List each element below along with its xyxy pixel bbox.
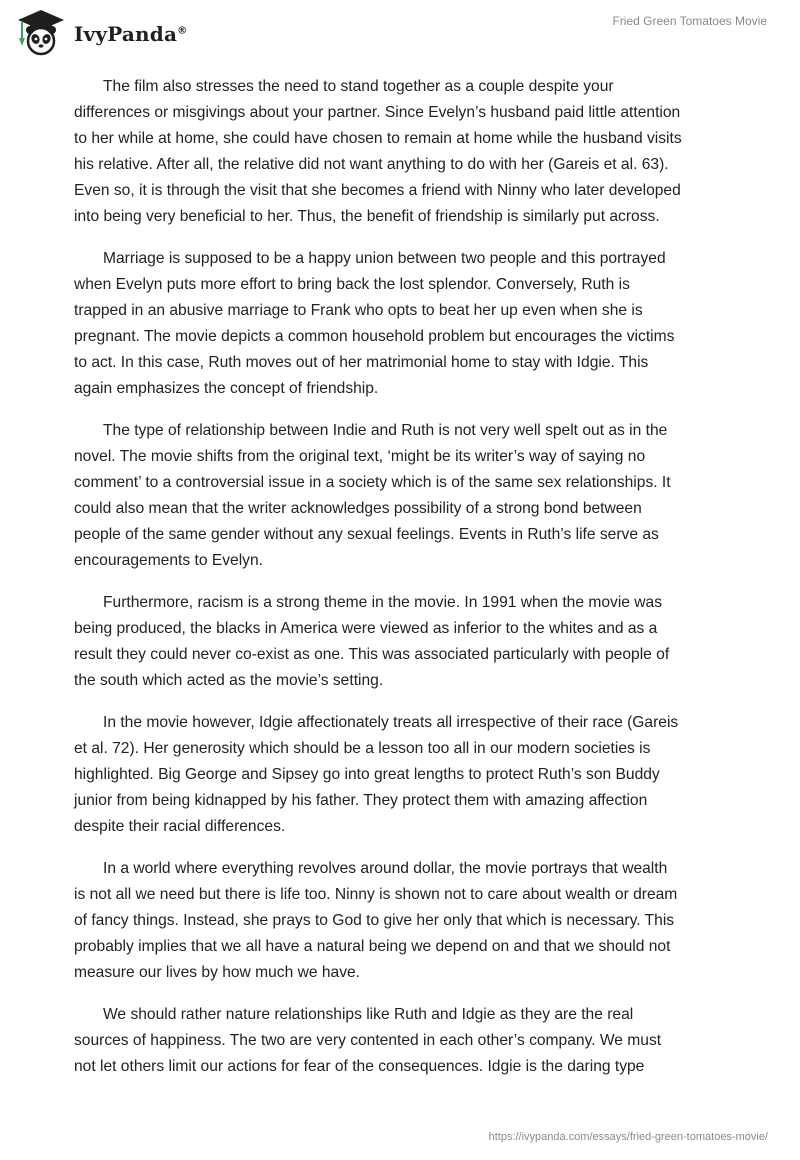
paragraph: Furthermore, racism is a strong theme in the movie. In 1991 when the movie was being produced, the blacks in America were viewed as inferior to the whites and as a result they could never co-exist as one. This was associated particularly with people of the south which acted as the movie’s setting. <box>74 594 670 689</box>
paragraph: We should rather nature relationships like Ruth and Idgie as they are the real sources of happiness. The two are very contented in each other’s company. We must not let others limit our actions for fear of the consequences. Idgie is the daring type <box>74 1006 662 1075</box>
paragraph: In the movie however, Idgie affectionately treats all irrespective of their race (Gareis et al. 72). Her generosity which should be a lesson too all in our modern societies is highlighted. Big George and Sipsey go into great lengths to protect Ruth’s son Buddy junior from being kidnapped by his father. They protect them with amazing affection despite their racial differences. <box>74 714 679 835</box>
brand-name: IvyPanda® <box>74 22 188 46</box>
source-url[interactable]: https://ivypanda.com/essays/fried-green-tomatoes-movie/ <box>488 1131 768 1143</box>
essay-body <box>74 74 730 1096</box>
paragraph: Marriage is supposed to be a happy union between two people and this portrayed when Evelyn puts more effort to bring back the lost splendor. Conversely, Ruth is trapped in an abusive marriage to Frank who opts to beat her up even when she is pregnant. The movie depicts a common household problem but encourages the victims to act. In this case, Ruth moves out of her matrimonial home to stay with Idgie. This again emphasizes the concept of friendship. <box>74 250 675 397</box>
paragraph: The type of relationship between Indie and Ruth is not very well spelt out as in the novel. The movie shifts from the original text, ‘might be its writer’s way of saying no comment’ to a controversial issue in a society which is of the same sex relationships. It could also mean that the writer acknowledges possibility of a strong bond between people of the same gender without any sexual feelings. Events in Ruth’s life serve as encouragements to Evelyn. <box>74 422 671 569</box>
registered-mark: ® <box>177 25 188 37</box>
document-title: Fried Green Tomatoes Movie <box>612 14 767 28</box>
paragraph: In a world where everything revolves around dollar, the movie portrays that wealth is not all we need but there is life too. Ninny is shown not to care about wealth or dream of fancy things. Instead, she prays to God to give her only that which is necessary. This probably implies that we all have a natural being we depend on and that we should not measure our lives by how much we have. <box>74 860 678 981</box>
paragraph: The film also stresses the need to stand together as a couple despite your differences or misgivings about your partner. Since Evelyn’s husband paid little attention to her while at home, she could have chosen to remain at home while the husband visits his relative. After all, the relative did not want anything to do with her (Gareis et al. 63). Even so, it is through the visit that she becomes a friend with Ninny who later developed into being very beneficial to her. Thus, the benefit of friendship is similarly put across. <box>74 78 682 225</box>
page-header <box>0 0 800 70</box>
panda-graduation-cap-icon <box>14 8 68 58</box>
brand-logo[interactable] <box>14 8 187 58</box>
